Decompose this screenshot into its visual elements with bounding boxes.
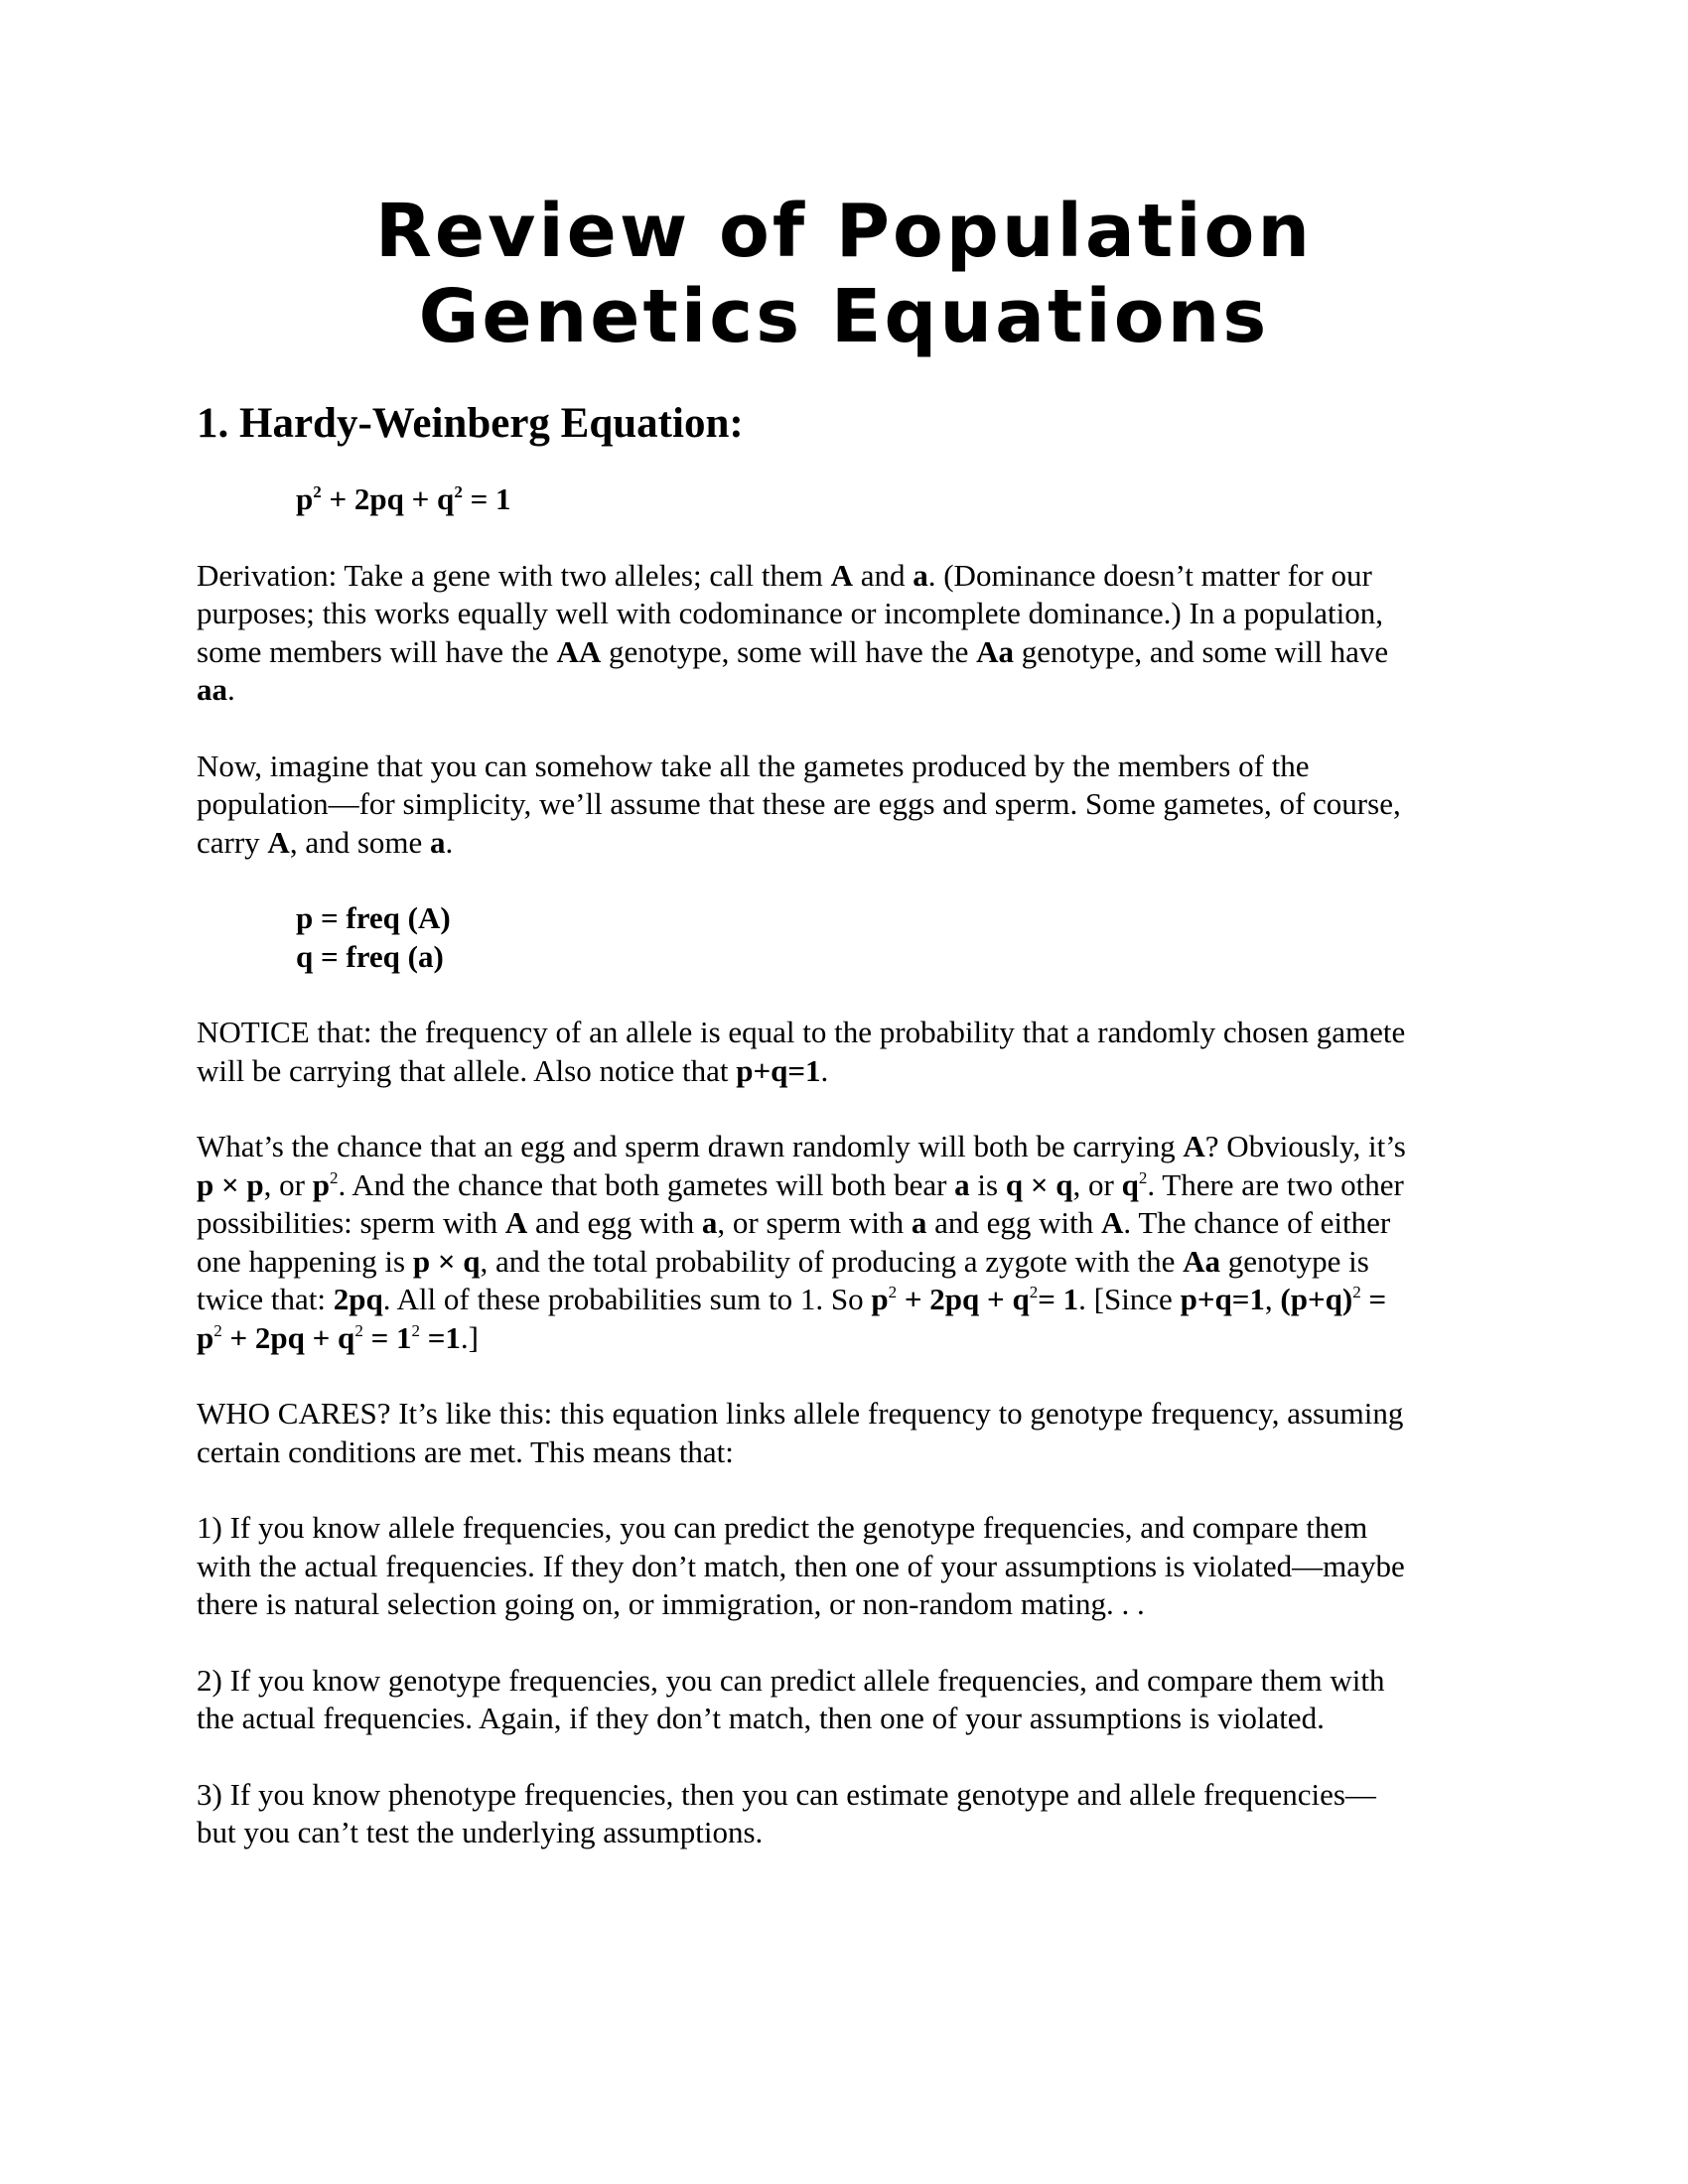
title-line-1: Review of Population <box>374 189 1314 274</box>
freq-q-definition: q = freq (a) <box>296 938 444 974</box>
document-title <box>199 189 1489 359</box>
notice-paragraph: NOTICE that: the frequency of an allele is equal to the probability that a randomly chosen gamete will be carrying that allele. Also notice that p+q=1. <box>197 1015 1406 1088</box>
derivation-paragraph: Derivation: Take a gene with two alleles; call them A and a. (Dominance doesn’t matter for our purposes; this works equally well with codominance or incomplete dominance.) In a population, some members will have the AA genotype, some will have the Aa genotype, and some will have aa. <box>197 557 1389 707</box>
freq-p-definition: p = freq (A) <box>296 900 451 935</box>
title-line-2: Genetics Equations <box>418 274 1270 359</box>
document-body <box>197 399 1408 1852</box>
list-item-3: 3) If you know phenotype frequencies, then you can estimate genotype and allele frequencies—but you can’t test the underlying assumptions. <box>197 1776 1376 1849</box>
hardy-weinberg-equation: $p^2 + 2pq + q^2 = 1$ <box>296 481 511 516</box>
probability-paragraph: What’s the chance that an egg and sperm drawn randomly will both be carrying A? Obviously, it’s p × p, or $p^2$. And the chance that both gametes will both bear a is q × q, or $q^2$. There are two other possibilities: sperm with A and egg with a, or sperm with a and egg with A. The chance of either one happening is p × q, and the total probability of producing a zygote with the Aa genotype is twice that: 2pq. All of these probabilities sum to 1. So $p^2 + 2pq + q^2= 1$. [Since p+q=1, $(p+q)^2 = p^2 + 2pq + q^2 = 1^2 =1$.] <box>197 1129 1406 1355</box>
who-cares-paragraph: WHO CARES? It’s like this: this equation links allele frequency to genotype frequency, assuming certain conditions are met. This means that: <box>197 1396 1404 1469</box>
gametes-paragraph: Now, imagine that you can somehow take all the gametes produced by the members of the population—for simplicity, we’ll assume that these are eggs and sperm. Some gametes, of course, carry A, and some a. <box>197 748 1401 860</box>
section-heading: 1. Hardy-Weinberg Equation: <box>197 400 744 447</box>
list-item-1: 1) If you know allele frequencies, you can predict the genotype frequencies, and compare them with the actual frequencies. If they don’t match, then one of your assumptions is violated—maybe there is natural selection going on, or immigration, or non-random mating. . . <box>197 1510 1405 1621</box>
list-item-2: 2) If you know genotype frequencies, you can predict allele frequencies, and compare them with the actual frequencies. Again, if they don’t match, then one of your assumptions is violated. <box>197 1662 1385 1735</box>
